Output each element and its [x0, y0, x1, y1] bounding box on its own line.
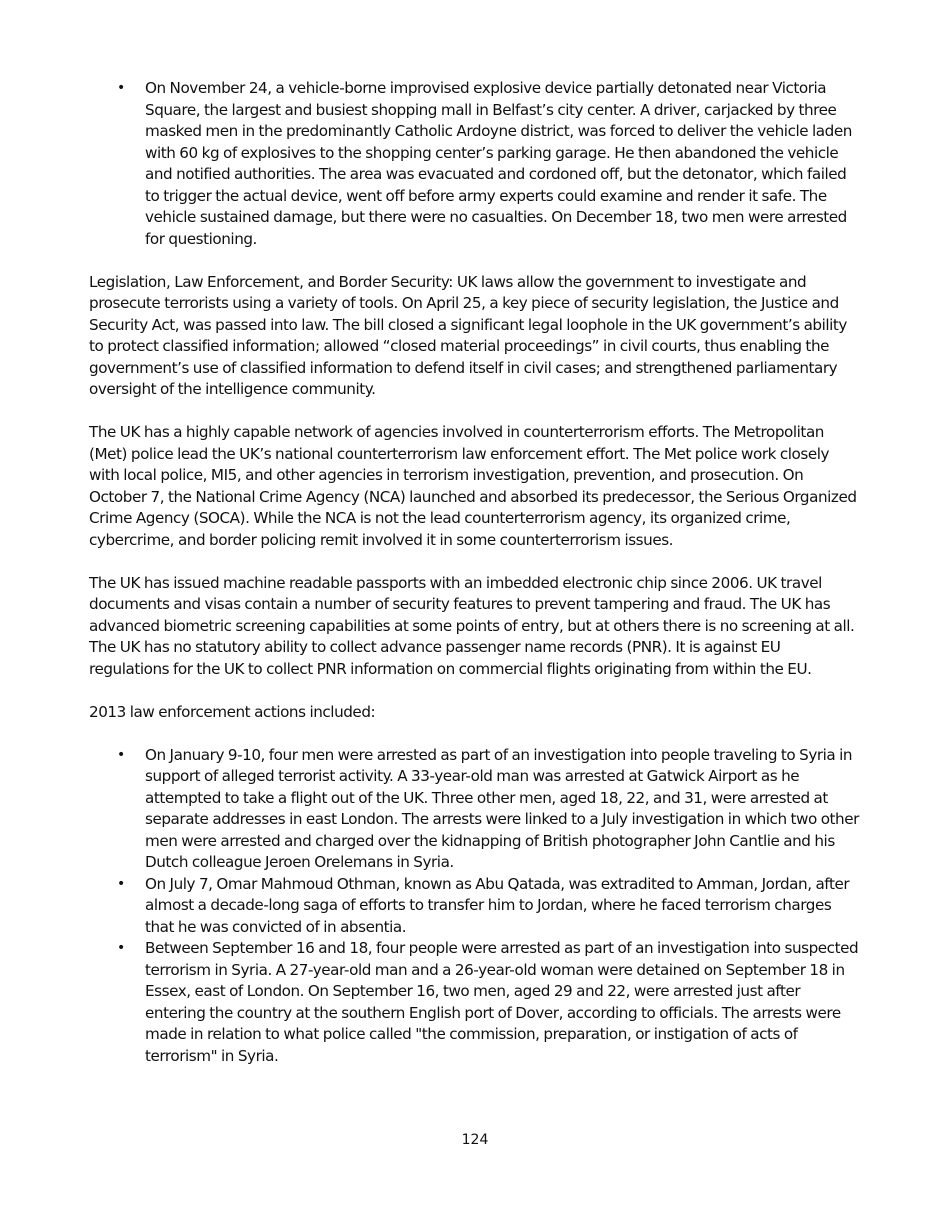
passports-paragraph: The UK has issued machine readable passports with an imbedded electronic chip since 2006. UK travel documents and visas contain a number of security features to prevent tampering and fraud. The UK has advanced biometric screening capabilities at some points of entry, but at others there is no screening at all. The UK has no statutory ability to collect advance passenger name records (PNR). It is against EU regulations for the UK to collect PNR information on commercial flights originating from within the EU.: [89, 573, 855, 678]
intro-bullet-list: [89, 78, 859, 250]
section-text: UK laws allow the government to investigate and prosecute terrorists using a variety of tools. On April 25, a key piece of security legislation, the Justice and Security Act, was passed into law. The bill closed a significant legal loophole in the UK government’s ability to protect classified information; allowed “closed material proceedings” in civil courts, thus enabling the government’s use of classified information to defend itself in civil cases; and strengthened parliamentary oversight of the intelligence community.: [89, 272, 847, 398]
section-heading: Legislation, Law Enforcement, and Border Security:: [89, 272, 453, 291]
actions-bullet-list: [89, 745, 859, 1068]
bullet-text: Between September 16 and 18, four people were arrested as part of an investigation into suspected terrorism in Syria. A 27-year-old man and a 26-year-old woman were detained on September 18 in Essex, east of London. On September 16, two men, aged 29 and 22, were arrested just after entering the country at the southern English port of Dover, according to officials. The arrests were made in relation to what police called "the commission, preparation, or instigation of acts of terrorism" in Syria.: [145, 939, 859, 1065]
bullet-icon: •: [117, 80, 125, 96]
bullet-text: On January 9-10, four men were arrested as part of an investigation into people traveling to Syria in support of alleged terrorist activity. A 33-year-old man was arrested at Gatwick Airport as he attempted to take a flight out of the UK. Three other men, aged 18, 22, and 31, were arrested at separate addresses in east London. The arrests were linked to a July investigation in which two other men were arrested and charged over the kidnapping of British photographer John Cantlie and his Dutch colleague Jeroen Orelemans in Syria.: [145, 745, 859, 871]
legislation-paragraph: [89, 272, 859, 401]
bullet-text: On November 24, a vehicle-borne improvised explosive device partially detonated near Victoria Square, the largest and busiest shopping mall in Belfast’s city center. A driver, carjacked by three masked men in the predominantly Catholic Ardoyne district, was forced to deliver the vehicle laden with 60 kg of explosives to the shopping center’s parking garage. He then abandoned the vehicle and notified authorities. The area was evacuated and cordoned off, but the detonator, which failed to trigger the actual device, went off before army experts could examine and render it safe. The vehicle sustained damage, but there were no casualties. On December 18, two men were arrested for questioning.: [145, 79, 852, 248]
list-item: [89, 938, 859, 1067]
actions-intro: 2013 law enforcement actions included:: [89, 702, 376, 721]
bullet-icon: •: [117, 875, 125, 892]
list-item: [89, 745, 859, 874]
bullet-text: On July 7, Omar Mahmoud Othman, known as Abu Qatada, was extradited to Amman, Jordan, after almost a decade-long saga of efforts to transfer him to Jordan, where he faced terrorism charges that he was convicted of in absentia.: [145, 874, 850, 936]
bullet-icon: •: [117, 746, 125, 763]
bullet-icon: •: [117, 940, 125, 956]
list-item: [89, 874, 859, 939]
page-number: 124: [461, 1132, 489, 1148]
list-item: [89, 78, 859, 250]
document-page: [89, 78, 859, 1067]
agencies-paragraph: The UK has a highly capable network of agencies involved in counterterrorism efforts. The Metropolitan (Met) police lead the UK’s national counterterrorism law enforcement effort. The Met police work closely with local police, MI5, and other agencies in terrorism investigation, prevention, and prosecution. On October 7, the National Crime Agency (NCA) launched and absorbed its predecessor, the Serious Organized Crime Agency (SOCA). While the NCA is not the lead counterterrorism agency, its organized crime, cybercrime, and border policing remit involved it in some counterterrorism issues.: [89, 423, 857, 549]
